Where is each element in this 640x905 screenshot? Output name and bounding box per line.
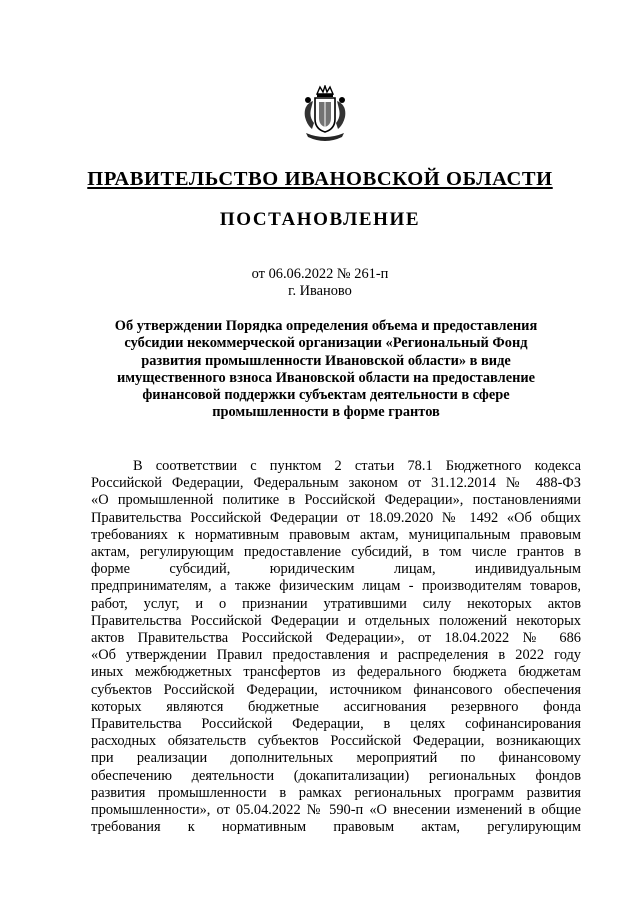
subject-line: промышленности в форме грантов [212, 404, 440, 421]
document-type-heading: ПОСТАНОВЛЕНИЕ [219, 209, 421, 230]
body-line: требования к нормативным правовым актам, регулирующим [91, 819, 581, 836]
body-line: форме субсидий, юридическим лицам, индивидуальным [91, 561, 581, 578]
body-line: «О промышленной политике в Российской Федерации», постановлениями [91, 492, 581, 509]
body-line: при реализации дополнительных мероприятий по финансовому [91, 750, 581, 767]
body-line: Правительства Российской Федерации, в целях софинансирования [91, 716, 581, 733]
body-line: Российской Федерации, Федеральным законом от 31.12.2014 № 488-ФЗ [91, 475, 581, 492]
subject-line: субсидии некоммерческой организации «Региональный Фонд [124, 335, 528, 352]
document-subject [96, 318, 556, 422]
body-line: работ, услуг, и о признании утратившими силу некоторых актов [91, 595, 581, 612]
body-line: требованиях к нормативным правовым актам, муниципальным правовым [91, 526, 581, 543]
body-line: промышленности», от 05.04.2022 № 590-п «О внесении изменений в общие [91, 802, 581, 819]
body-line: Правительства Российской Федерации от 18.09.2020 № 1492 «Об общих [91, 509, 581, 526]
government-title: ПРАВИТЕЛЬСТВО ИВАНОВСКОЙ ОБЛАСТИ [87, 168, 553, 190]
body-line: развития промышленности в рамках региональных программ развития [91, 784, 581, 801]
coat-of-arms-icon [298, 85, 352, 145]
body-line: Правительства Российской Федерации и отдельных положений некоторых [91, 612, 581, 629]
body-line: предпринимателям, а также физическим лицам - производителям товаров, [91, 578, 581, 595]
body-line: расходных обязательств субъектов Российской Федерации, возникающих [91, 733, 581, 750]
body-line: В соответствии с пунктом 2 статьи 78.1 Бюджетного кодекса [133, 458, 581, 474]
body-line: иных межбюджетных трансфертов из федерального бюджета бюджетам [91, 664, 581, 681]
subject-line: имущественного взноса Ивановской области на предоставление [116, 369, 536, 386]
body-line: которых являются бюджетные ассигнования резервного фонда [91, 698, 581, 715]
document-body [91, 458, 581, 836]
document-meta [0, 266, 640, 300]
subject-line: финансовой поддержки субъектам деятельности в сфере [142, 387, 510, 404]
body-line: обеспечению деятельности (докапитализации) региональных фондов [91, 767, 581, 784]
subject-line: Об утверждении Порядка определения объема и предоставления [114, 318, 538, 334]
body-line: «Об утверждении Правил предоставления и распределения в 2022 году [91, 647, 581, 664]
body-line: актов Правительства Российской Федерации», от 18.04.2022 № 686 [91, 630, 581, 647]
date-number: от 06.06.2022 № 261-п [251, 266, 389, 282]
body-line: актам, регулирующим предоставление субсидий, в том числе грантов в [91, 544, 581, 561]
subject-line: развития промышленности Ивановской области» в виде [141, 352, 511, 369]
body-line: субъектов Российской Федерации, источником финансового обеспечения [91, 681, 581, 698]
city: г. Иваново [288, 283, 352, 299]
